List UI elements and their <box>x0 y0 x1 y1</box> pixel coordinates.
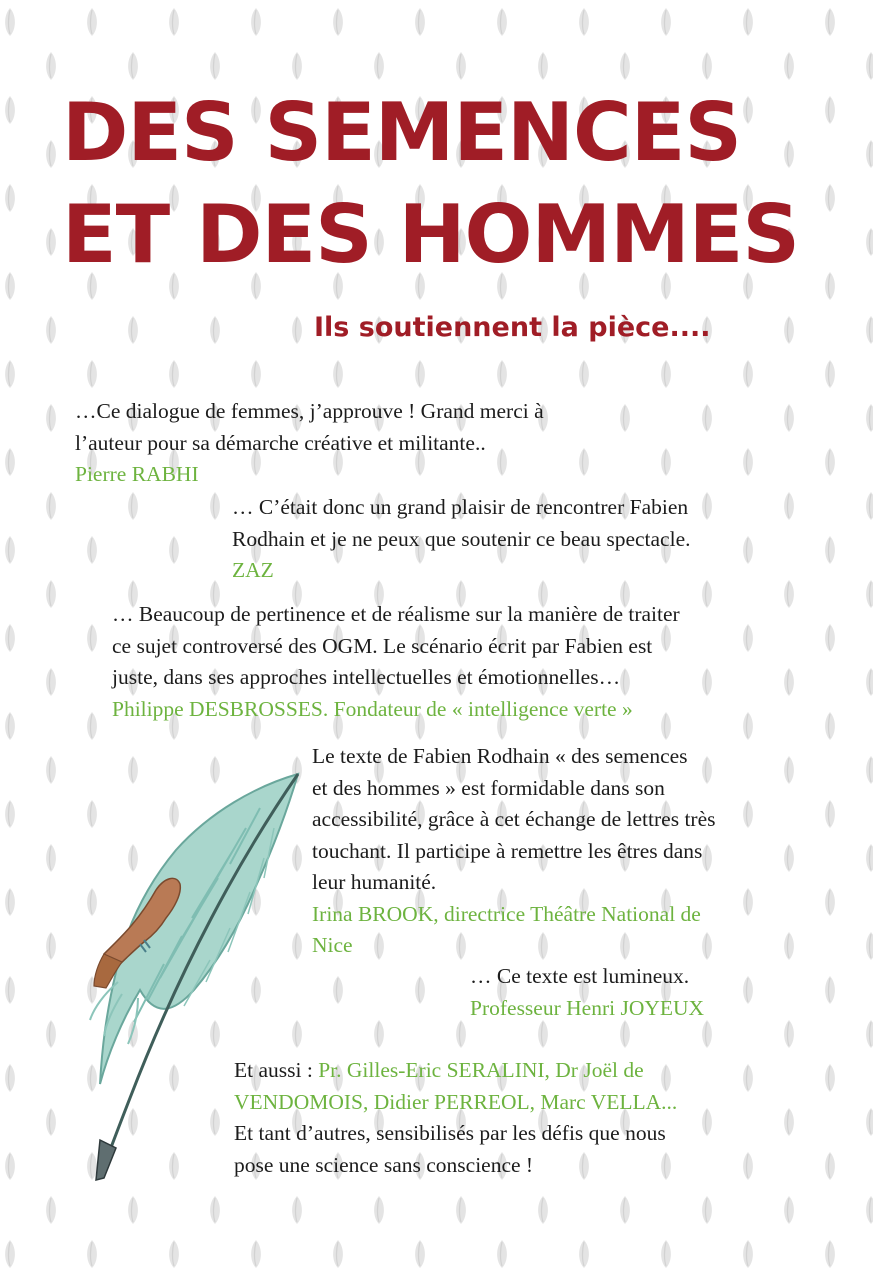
poster-title <box>62 82 862 286</box>
quote-line: juste, dans ses approches intellectuelles et émotionnelles… <box>112 665 621 689</box>
quote-author: Nice <box>312 933 353 957</box>
also-label: Et aussi : <box>234 1058 319 1082</box>
poster-subtitle: Ils soutiennent la pièce.... <box>314 312 711 343</box>
quote-line: touchant. Il participe à remettre les êtres dans <box>312 838 703 863</box>
quote-line: ce sujet controversé des OGM. Le scénario écrit par Fabien est <box>112 633 653 658</box>
closing-line: Et tant d’autres, sensibilisés par les défis que nous <box>234 1121 666 1145</box>
also-names: VENDOMOIS, Didier PERREOL, Marc VELLA... <box>234 1089 678 1114</box>
quote-line: …Ce dialogue de femmes, j’approuve ! Grand merci à <box>75 399 544 423</box>
quote-line: … Beaucoup de pertinence et de réalisme sur la manière de traiter <box>112 602 680 626</box>
quote-author: Philippe DESBROSSES. Fondateur de « intelligence verte » <box>112 696 633 721</box>
quote-line: Le texte de Fabien Rodhain « des semences <box>312 744 688 768</box>
quote-author: Pierre RABHI <box>75 462 199 486</box>
title-line-1: DES SEMENCES <box>62 86 741 179</box>
quote-line: … C’était donc un grand plaisir de rencontrer Fabien <box>232 495 689 519</box>
quote-author: Professeur Henri JOYEUX <box>470 995 705 1020</box>
quote-brook <box>312 741 716 962</box>
quote-zaz <box>232 492 690 587</box>
quote-joyeux <box>470 961 704 1024</box>
also-names: Pr. Gilles-Eric SERALINI, Dr Joël de <box>318 1058 644 1082</box>
quote-author: Irina BROOK, directrice Théâtre National de <box>312 901 701 926</box>
quote-line: accessibilité, grâce à cet échange de lettres très <box>312 807 716 831</box>
quote-rabhi <box>75 396 544 491</box>
quote-author: ZAZ <box>232 558 274 582</box>
quote-line: l’auteur pour sa démarche créative et militante.. <box>75 430 486 455</box>
quote-line: et des hommes » est formidable dans son <box>312 775 665 800</box>
quote-line: leur humanité. <box>312 870 437 894</box>
title-line-2: ET DES HOMMES <box>62 188 800 281</box>
quill-feather-icon <box>60 768 308 1184</box>
quote-line: … Ce texte est lumineux. <box>470 964 690 988</box>
quote-line: Rodhain et je ne peux que soutenir ce beau spectacle. <box>232 526 691 551</box>
closing-line: pose une science sans conscience ! <box>234 1152 534 1177</box>
quote-desbrosses <box>112 599 680 725</box>
